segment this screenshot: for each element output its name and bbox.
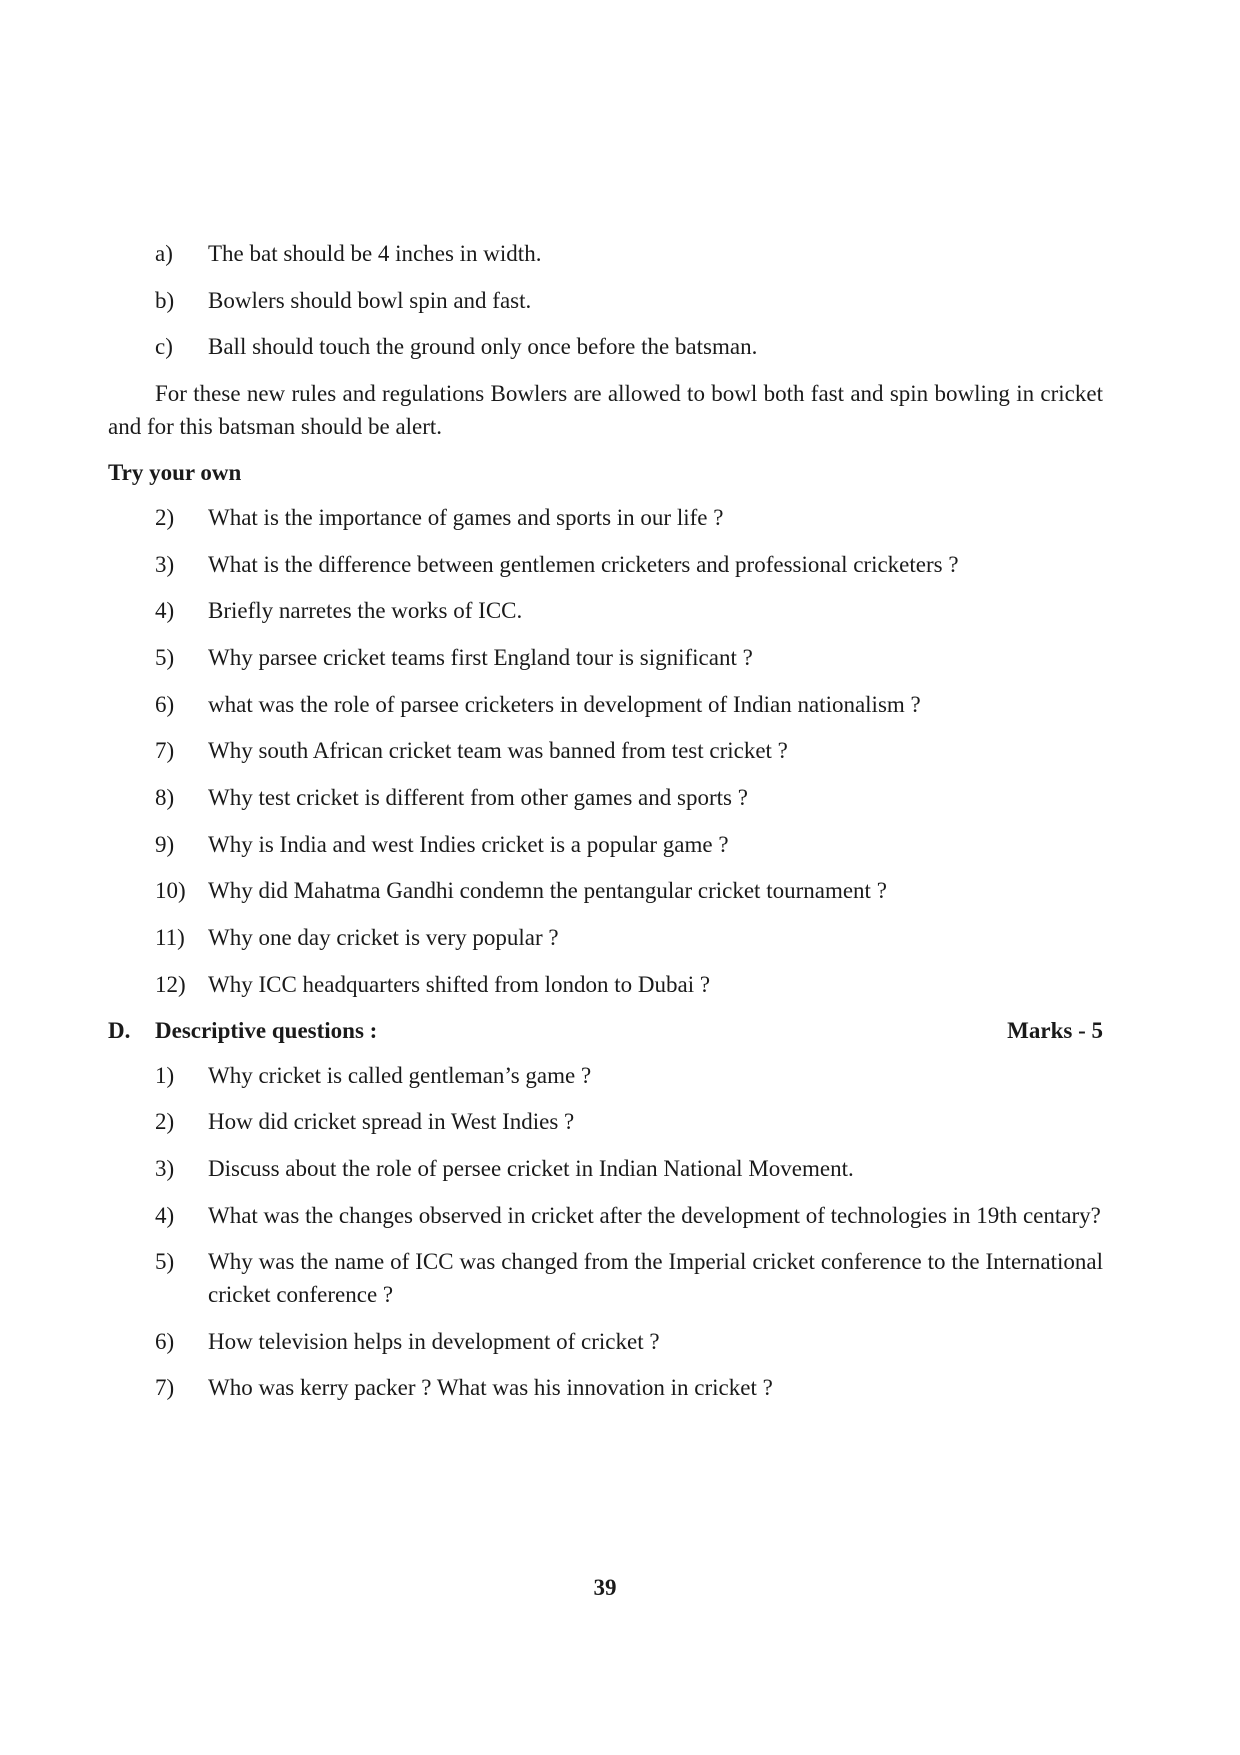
item-label: 6) bbox=[155, 691, 175, 717]
question-item bbox=[155, 1200, 1103, 1233]
question-item bbox=[155, 1153, 1103, 1186]
item-label: 3) bbox=[155, 1156, 175, 1182]
item-label: 2) bbox=[155, 1109, 175, 1135]
item-label: 12) bbox=[155, 971, 186, 997]
item-text: The bat should be 4 inches in width. bbox=[208, 241, 542, 266]
question-item bbox=[155, 875, 1103, 908]
question-item bbox=[155, 689, 1103, 722]
item-text: Why one day cricket is very popular ? bbox=[208, 924, 559, 950]
try-your-own-heading: Try your own bbox=[108, 460, 242, 486]
question-item bbox=[155, 1372, 1103, 1405]
question-item bbox=[155, 502, 1103, 535]
body-paragraph: For these new rules and regulations Bowlers are allowed to bowl both fast and spin bowling in cricket and for this batsman should be alert. bbox=[108, 380, 1103, 439]
question-item bbox=[155, 595, 1103, 628]
question-item bbox=[155, 642, 1103, 675]
item-text: What is the difference between gentlemen cricketers and professional cricketers ? bbox=[208, 551, 959, 577]
item-label: 6) bbox=[155, 1328, 175, 1354]
section-d-heading bbox=[108, 1015, 1103, 1048]
item-text: Why test cricket is different from other games and sports ? bbox=[208, 784, 748, 810]
item-text: Why was the name of ICC was changed from the Imperial cricket conference to the International cricket conference ? bbox=[208, 1249, 1103, 1308]
item-label: 8) bbox=[155, 784, 175, 810]
question-item bbox=[155, 1246, 1103, 1311]
section-title: Descriptive questions : bbox=[155, 1018, 378, 1044]
item-label: 2) bbox=[155, 504, 175, 530]
item-text: How television helps in development of cricket ? bbox=[208, 1328, 660, 1354]
question-item bbox=[155, 1106, 1103, 1139]
question-item bbox=[155, 782, 1103, 815]
item-label: 11) bbox=[155, 924, 185, 950]
item-label: 9) bbox=[155, 831, 175, 857]
item-label: a) bbox=[155, 241, 173, 266]
page-number: 39 bbox=[593, 1575, 617, 1600]
item-label: 4) bbox=[155, 1202, 175, 1228]
item-text: Why cricket is called gentleman’s game ? bbox=[208, 1062, 592, 1088]
item-text: Why is India and west Indies cricket is a popular game ? bbox=[208, 831, 729, 857]
section-marks: Marks - 5 bbox=[1007, 1018, 1103, 1044]
rule-item bbox=[155, 238, 1103, 271]
section-letter: D. bbox=[108, 1018, 131, 1044]
item-label: b) bbox=[155, 287, 175, 313]
item-label: 3) bbox=[155, 551, 175, 577]
item-text: Bowlers should bowl spin and fast. bbox=[208, 287, 532, 313]
rule-item bbox=[155, 285, 1103, 318]
question-item bbox=[155, 735, 1103, 768]
item-text: Discuss about the role of persee cricket in Indian National Movement. bbox=[208, 1156, 854, 1182]
question-item bbox=[155, 969, 1103, 1002]
page-content bbox=[108, 238, 1103, 1419]
question-item bbox=[155, 1326, 1103, 1359]
item-text: What was the changes observed in cricket after the development of technologies in 19th centary? bbox=[208, 1202, 1101, 1228]
item-text: Why parsee cricket teams first England tour is significant ? bbox=[208, 644, 753, 670]
item-text: Briefly narretes the works of ICC. bbox=[208, 598, 523, 624]
item-label: 7) bbox=[155, 738, 175, 764]
item-label: 4) bbox=[155, 598, 175, 624]
item-label: 10) bbox=[155, 878, 186, 904]
item-text: Why did Mahatma Gandhi condemn the pentangular cricket tournament ? bbox=[208, 878, 887, 904]
item-text: Ball should touch the ground only once before the batsman. bbox=[208, 334, 758, 360]
item-text: How did cricket spread in West Indies ? bbox=[208, 1109, 575, 1135]
item-text: Who was kerry packer ? What was his innovation in cricket ? bbox=[208, 1375, 773, 1401]
item-label: c) bbox=[155, 334, 173, 360]
item-text: Why ICC headquarters shifted from london to Dubai ? bbox=[208, 971, 711, 997]
item-text: Why south African cricket team was banned from test cricket ? bbox=[208, 738, 788, 764]
item-label: 5) bbox=[155, 1249, 175, 1275]
item-label: 1) bbox=[155, 1062, 175, 1088]
item-text: What is the importance of games and sports in our life ? bbox=[208, 504, 724, 530]
item-label: 5) bbox=[155, 644, 175, 670]
rule-item bbox=[155, 331, 1103, 364]
question-item bbox=[155, 549, 1103, 582]
question-item bbox=[155, 922, 1103, 955]
question-item bbox=[155, 1060, 1103, 1093]
question-item bbox=[155, 829, 1103, 862]
item-label: 7) bbox=[155, 1375, 175, 1401]
item-text: what was the role of parsee cricketers in development of Indian nationalism ? bbox=[208, 691, 921, 717]
